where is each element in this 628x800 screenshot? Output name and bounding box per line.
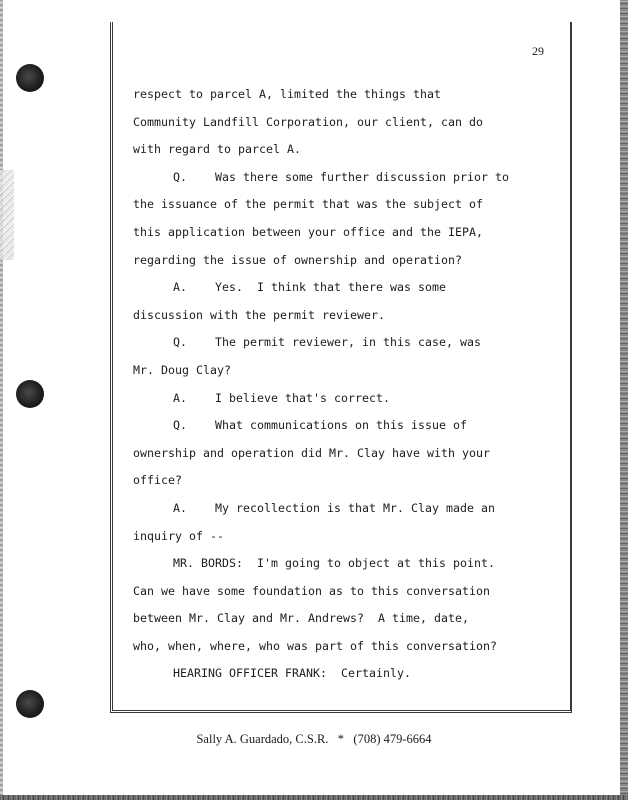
- transcript-line: discussion with the permit reviewer.: [133, 307, 386, 322]
- transcript-line: inquiry of --: [133, 528, 225, 543]
- transcript-line: between Mr. Clay and Mr. Andrews? A time, date,: [133, 611, 470, 626]
- transcript-line: Community Landfill Corporation, our client, can do: [133, 114, 484, 129]
- transcript-line: Q. What communications on this issue of: [173, 418, 468, 433]
- transcript-line: A. My recollection is that Mr. Clay made an: [173, 500, 496, 515]
- transcript-line: respect to parcel A, limited the things that: [133, 87, 442, 101]
- transcript-line: ownership and operation did Mr. Clay have with your: [133, 445, 491, 460]
- transcript-line: A. I believe that's correct.: [173, 390, 391, 405]
- page-number: 29: [532, 44, 544, 58]
- binder-hole-middle: [16, 380, 44, 408]
- binder-hole-top: [16, 64, 44, 92]
- transcript-line: office?: [133, 473, 183, 488]
- transcript-line: HEARING OFFICER FRANK: Certainly.: [173, 666, 412, 681]
- reporter-footer: Sally A. Guardado, C.S.R. * (708) 479-6664: [196, 732, 432, 746]
- transcript-line: Mr. Doug Clay?: [133, 362, 232, 377]
- scan-bottom-edge: [0, 795, 628, 800]
- transcript-line: MR. BORDS: I'm going to object at this point.: [173, 556, 496, 571]
- transcript-body: [133, 84, 563, 691]
- scan-right-edge: [620, 0, 628, 800]
- binder-hole-bottom: [16, 690, 44, 718]
- transcript-line: A. Yes. I think that there was some: [173, 280, 447, 295]
- scan-left-edge: [0, 0, 3, 800]
- transcript-line: this application between your office and the IEPA,: [133, 224, 484, 239]
- transcript-line: who, when, where, who was part of this conversation?: [133, 638, 498, 653]
- transcript-line: with regard to parcel A.: [133, 142, 302, 157]
- transcript-line: regarding the issue of ownership and operation?: [133, 252, 463, 267]
- transcript-line: Q. The permit reviewer, in this case, was: [173, 335, 482, 350]
- scan-smudge: [0, 170, 14, 260]
- transcript-line: Can we have some foundation as to this conversation: [133, 583, 491, 598]
- transcript-line: the issuance of the permit that was the subject of: [133, 197, 484, 212]
- transcript-line: Q. Was there some further discussion prior to: [173, 169, 510, 184]
